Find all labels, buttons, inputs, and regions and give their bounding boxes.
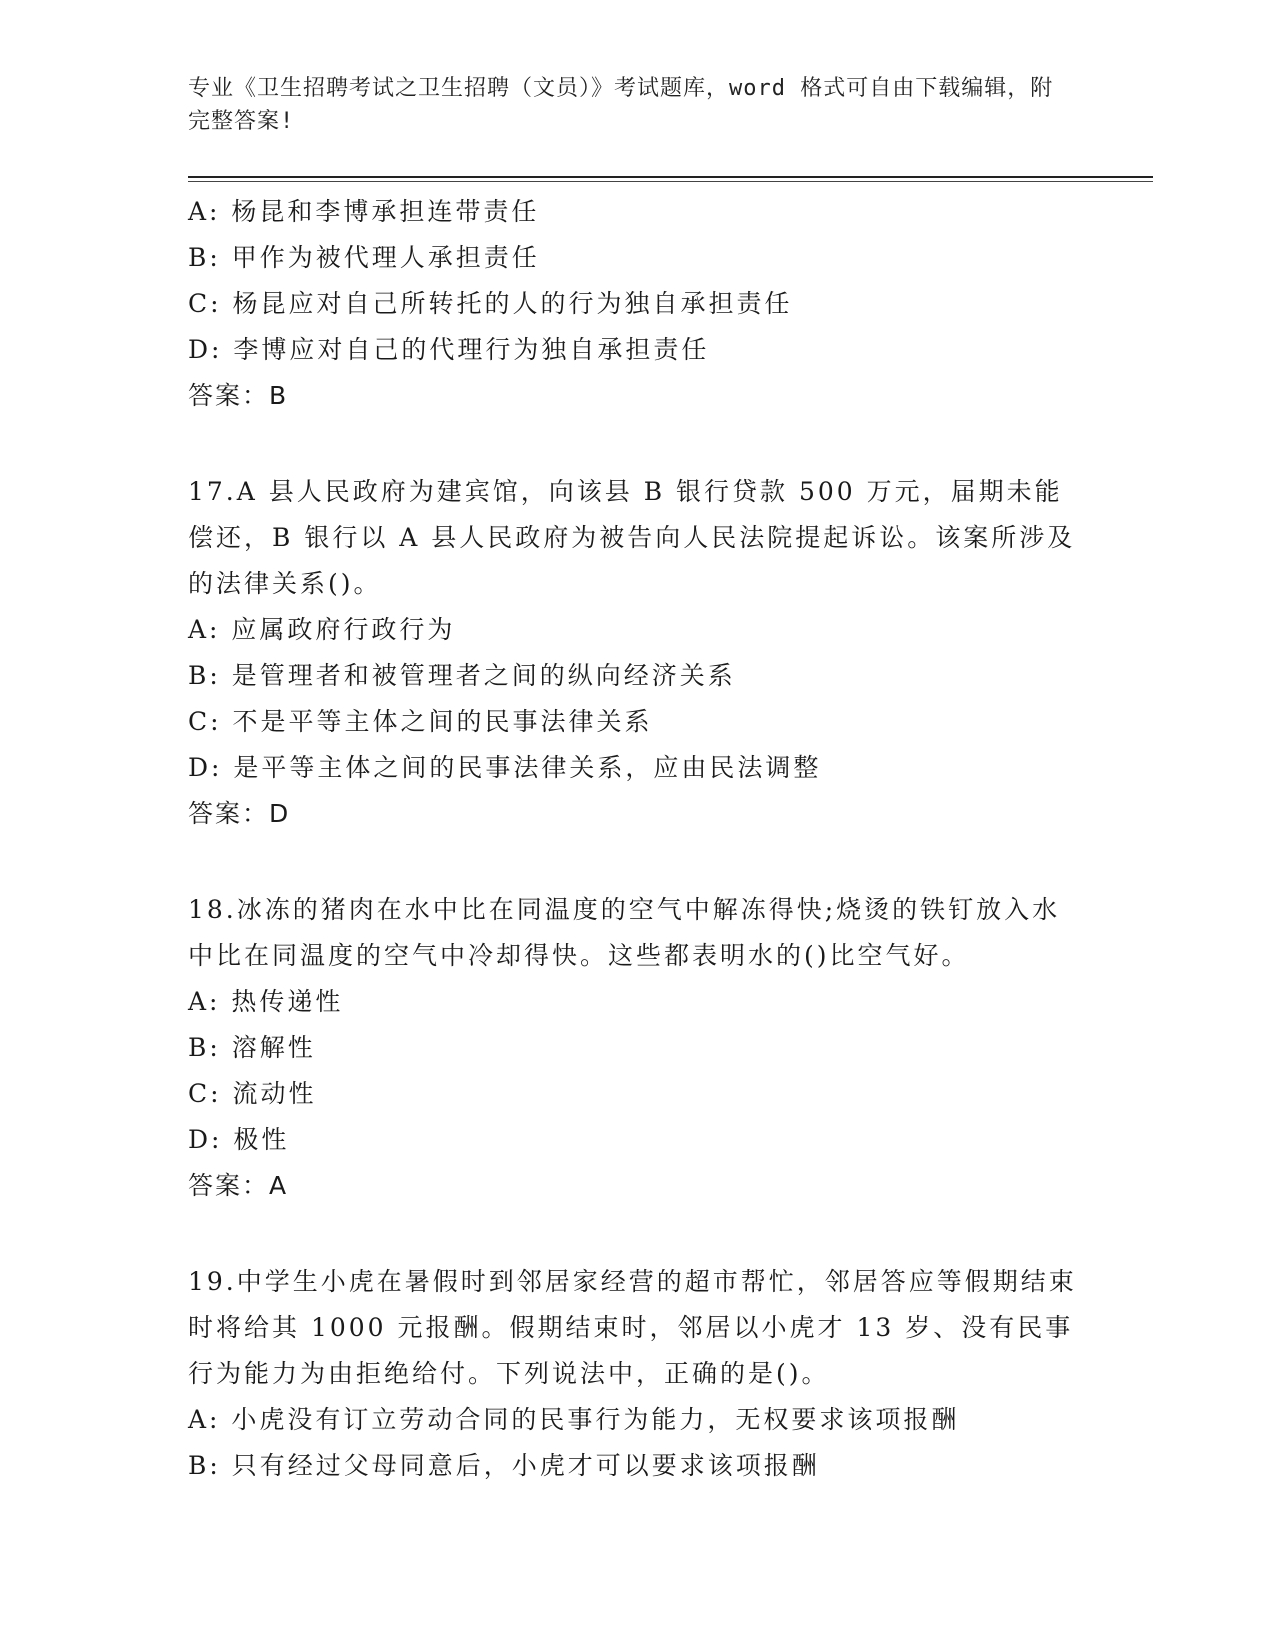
option-b: B: 是管理者和被管理者之间的纵向经济关系	[188, 661, 736, 690]
question-block	[188, 189, 1088, 419]
option-c: C: 杨昆应对自己所转托的人的行为独自承担责任	[188, 289, 793, 318]
answer-text: 答案：A	[188, 1171, 289, 1200]
question-text: 18.冰冻的猪肉在水中比在同温度的空气中解冻得快;烧烫的铁钉放入水中比在同温度的空气中冷却得快。这些都表明水的()比空气好。	[188, 895, 1061, 970]
answer-text: 答案：D	[188, 799, 291, 828]
question-block	[188, 1259, 1088, 1489]
option-b: B: 甲作为被代理人承担责任	[188, 243, 540, 272]
question-block	[188, 469, 1088, 837]
option-b: B: 只有经过父母同意后，小虎才可以要求该项报酬	[188, 1451, 820, 1480]
header-divider	[188, 176, 1153, 178]
option-a: A: 杨昆和李博承担连带责任	[188, 197, 540, 226]
document-header: 专业《卫生招聘考试之卫生招聘（文员）》考试题库，word 格式可自由下载编辑，附完整答案!	[188, 76, 1054, 134]
question-block	[188, 887, 1088, 1209]
answer-text: 答案：B	[188, 381, 289, 410]
option-a: A: 应属政府行政行为	[188, 615, 456, 644]
question-list	[188, 189, 1088, 1489]
option-b: B: 溶解性	[188, 1033, 316, 1062]
option-d: D: 李博应对自己的代理行为独自承担责任	[188, 335, 710, 364]
option-a: A: 热传递性	[188, 987, 344, 1016]
question-text: 19.中学生小虎在暑假时到邻居家经营的超市帮忙，邻居答应等假期结束时将给其 1000 元报酬。假期结束时，邻居以小虎才 13 岁、没有民事行为能力为由拒绝给付。下列说法中，正确的是()。	[188, 1267, 1077, 1388]
header-divider-thin	[188, 181, 1153, 182]
option-c: C: 流动性	[188, 1079, 317, 1108]
option-d: D: 是平等主体之间的民事法律关系，应由民法调整	[188, 753, 822, 782]
option-d: D: 极性	[188, 1125, 290, 1154]
option-c: C: 不是平等主体之间的民事法律关系	[188, 707, 653, 736]
question-text: 17.A 县人民政府为建宾馆，向该县 B 银行贷款 500 万元，届期未能偿还，B 银行以 A 县人民政府为被告向人民法院提起诉讼。该案所涉及的法律关系()。	[188, 477, 1076, 598]
option-a: A: 小虎没有订立劳动合同的民事行为能力，无权要求该项报酬	[188, 1405, 960, 1434]
